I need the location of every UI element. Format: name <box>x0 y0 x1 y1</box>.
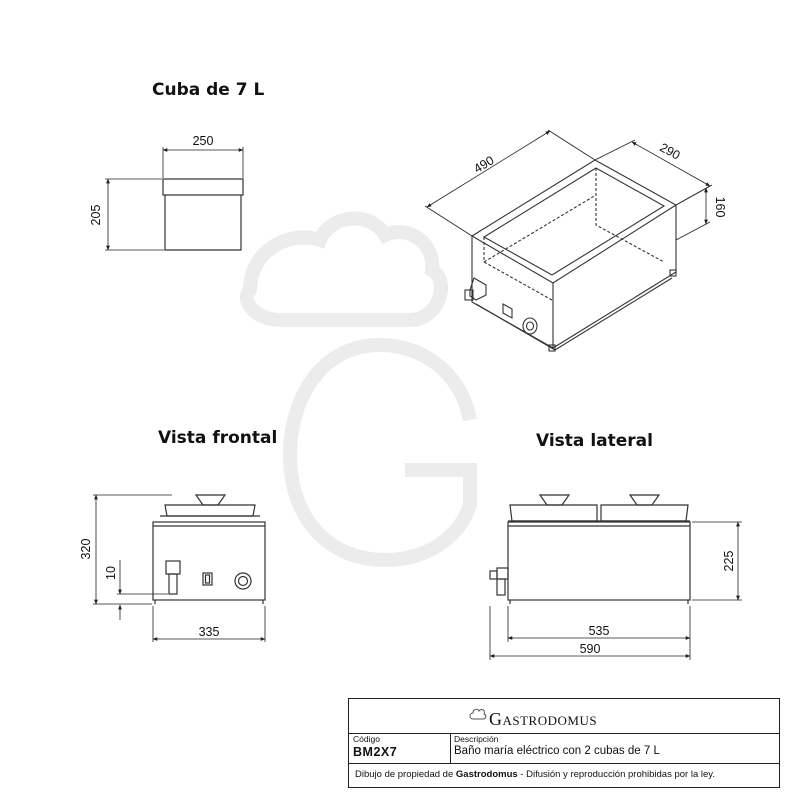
notice-suffix: - Difusión y reproducción prohibidas por la ley. <box>517 769 715 780</box>
side-view-title: Vista lateral <box>536 431 653 451</box>
ownership-notice <box>355 769 715 780</box>
title-block-code-row <box>349 733 779 764</box>
product-code: BM2X7 <box>353 745 398 759</box>
watermark-logo <box>247 219 470 560</box>
front-view <box>153 495 265 604</box>
tank-width-label: 250 <box>192 134 214 148</box>
iso-height-dimension <box>676 186 710 240</box>
tank-height-dimension <box>105 179 164 250</box>
side-view <box>490 495 690 604</box>
front-tap-label: 10 <box>104 566 118 580</box>
iso-length-dimension <box>425 130 595 236</box>
description-label: Descripción <box>454 734 499 744</box>
iso-depth-label: 290 <box>657 140 683 163</box>
tank-height-label: 205 <box>89 204 103 226</box>
isometric-view <box>465 160 676 351</box>
description-cell <box>450 733 779 763</box>
iso-depth-dimension <box>595 140 712 205</box>
code-label: Código <box>353 734 380 744</box>
tank-width-dimension <box>163 147 243 178</box>
front-view-title: Vista frontal <box>158 428 278 448</box>
front-height-dimension <box>93 495 172 604</box>
notice-brand: Gastrodomus <box>455 769 518 780</box>
code-cell <box>349 733 451 763</box>
brand-name: Gastrodomus <box>489 709 598 729</box>
side-inner-width-label: 535 <box>588 624 610 638</box>
title-block-logo-row <box>349 699 779 734</box>
front-tap-dimension <box>117 560 168 620</box>
title-block <box>348 698 780 788</box>
chef-hat-icon <box>467 705 489 727</box>
notice-prefix: Dibujo de propiedad de <box>355 769 456 780</box>
iso-height-label: 160 <box>713 196 727 218</box>
tank-title: Cuba de 7 L <box>152 80 265 100</box>
front-height-label: 320 <box>79 538 93 560</box>
side-total-width-label: 590 <box>579 642 601 656</box>
iso-length-label: 490 <box>471 153 497 176</box>
product-description: Baño maría eléctrico con 2 cubas de 7 L <box>454 745 660 757</box>
front-width-label: 335 <box>198 625 220 639</box>
side-height-label: 225 <box>722 550 736 572</box>
tank-drawing <box>163 179 243 250</box>
